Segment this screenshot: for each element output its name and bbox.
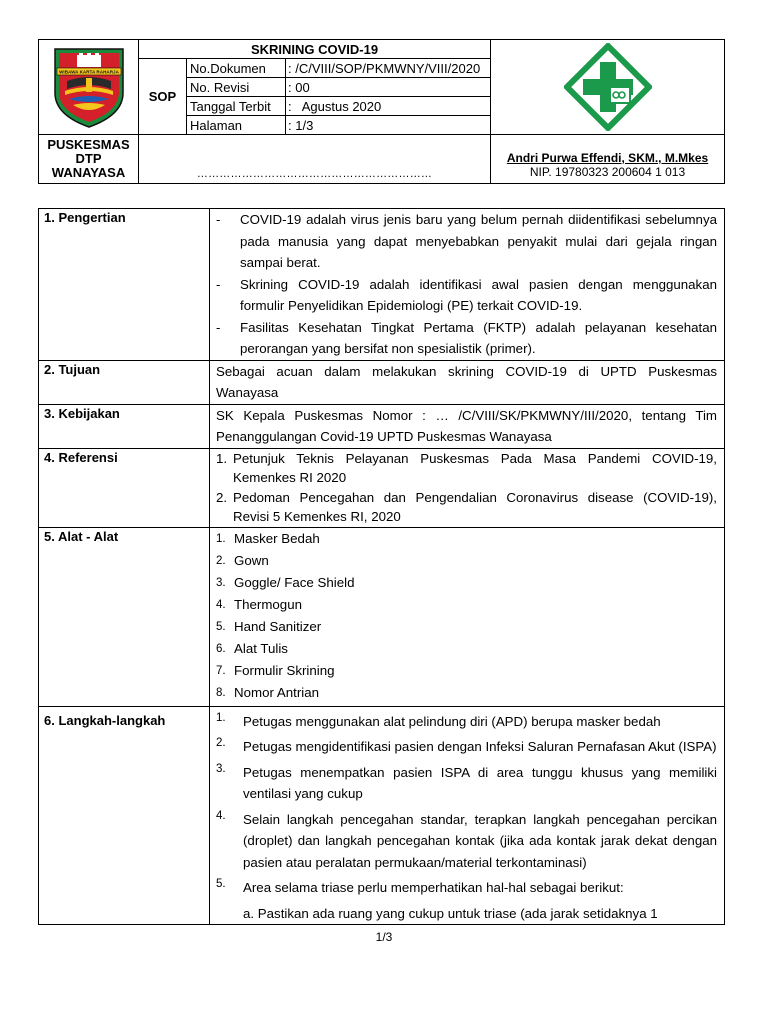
- equipment-text: Masker Bedah: [234, 530, 320, 546]
- signer-nip: NIP. 19780323 200604 1 013: [529, 165, 686, 179]
- section-row-kebijakan: [39, 404, 725, 448]
- page-number: 1/3: [375, 930, 393, 944]
- section-content-alat: [210, 527, 725, 706]
- list-item: 4. Thermogun: [216, 594, 717, 616]
- meta-key-document-number: No.Dokumen: [187, 59, 286, 78]
- list-item: 2. Pedoman Pencegahan dan Pengendalian Coronavirus disease (COVID-19), Revisi 5 Kemenkes RI, 2020: [216, 488, 717, 527]
- step-text: Petugas mengidentifikasi pasien dengan Infeksi Saluran Pernafasan Akut (ISPA): [243, 739, 717, 754]
- signer-cell: [491, 135, 725, 184]
- section-label-alat: 5. Alat - Alat: [39, 527, 210, 706]
- list-item: 2. Petugas mengidentifikasi pasien dengan Infeksi Saluran Pernafasan Akut (ISPA): [216, 736, 717, 758]
- reference-text: Petunjuk Teknis Pelayanan Puskesmas Pada Masa Pandemi COVID-19, Kemenkes RI 2020: [233, 450, 717, 485]
- definition-text: Fasilitas Kesehatan Tingkat Pertama (FKTP) adalah pelayanan kesehatan perorangan yang bersifat non spesialistik (primer).: [240, 319, 717, 356]
- step-text: Petugas menempatkan pasien ISPA di area tunggu khusus yang memiliki ventilasi yang cukup: [243, 764, 717, 801]
- meta-value-revision: : 00: [286, 78, 491, 97]
- puskesmas-logo-cell: [491, 40, 725, 135]
- sop-content-table: [38, 208, 725, 925]
- meta-value-page: : 1/3: [286, 116, 491, 135]
- meta-key-revision: No. Revisi: [187, 78, 286, 97]
- list-item: 1. Petugas menggunakan alat pelindung diri (APD) berupa masker bedah: [216, 711, 717, 733]
- section-row-referensi: [39, 448, 725, 527]
- list-item: 2. Gown: [216, 550, 717, 572]
- section-row-pengertian: [39, 209, 725, 361]
- reference-text: Pedoman Pencegahan dan Pengendalian Coronavirus disease (COVID-19), Revisi 5 Kemenkes RI, 2020: [233, 489, 717, 524]
- regency-logo-cell: [39, 40, 139, 135]
- org-line-3: WANAYASA: [51, 165, 126, 180]
- equipment-text: Alat Tulis: [234, 640, 288, 656]
- step-text: Selain langkah pencegahan standar, terapkan langkah pencegahan percikan (droplet) dan langkah pencegahan kontak (jika ada kontak jarak dekat dengan pasien atau peralatan permukaan/material terkontaminasi): [243, 811, 717, 870]
- list-item: 1. Masker Bedah: [216, 528, 717, 550]
- section-content-tujuan: Sebagai acuan dalam melakukan skrining COVID-19 di UPTD Puskesmas Wanayasa: [210, 360, 725, 404]
- equipment-text: Gown: [234, 552, 269, 568]
- signer-name: Andri Purwa Effendi, SKM., M.Mkes: [506, 151, 709, 165]
- org-line-1: PUSKESMAS: [47, 137, 130, 152]
- list-item: 8. Nomor Antrian: [216, 682, 717, 704]
- section-content-pengertian: [210, 209, 725, 361]
- section-label-tujuan: 2. Tujuan: [39, 360, 210, 404]
- section-label-kebijakan: 3. Kebijakan: [39, 404, 210, 448]
- list-item: 3. Goggle/ Face Shield: [216, 572, 717, 594]
- section-content-kebijakan: SK Kepala Puskesmas Nomor : … /C/VIII/SK/PKMWNY/III/2020, tentang Tim Penanggulangan Covid-19 UPTD Puskesmas Wanayasa: [210, 404, 725, 448]
- header-table: [38, 39, 725, 184]
- puskesmas-cross-logo: [564, 43, 652, 131]
- list-item: 5. Area selama triase perlu memperhatikan hal-hal sebagai berikut:: [216, 877, 717, 899]
- meta-value-issue-date: : Agustus 2020: [286, 97, 491, 116]
- equipment-text: Formulir Skrining: [234, 662, 335, 678]
- step-text: Petugas menggunakan alat pelindung diri (APD) berupa masker bedah: [243, 713, 661, 729]
- section-row-alat: [39, 527, 725, 706]
- step-text: Area selama triase perlu memperhatikan hal-hal sebagai berikut:: [243, 880, 624, 895]
- equipment-text: Hand Sanitizer: [234, 618, 322, 634]
- section-content-referensi: [210, 448, 725, 527]
- list-item: - COVID-19 adalah virus jenis baru yang belum pernah diidentifikasi sebelumnya pada manusia yang dapat menyebabkan penyakit mulai dari gejala ringan sampai berat.: [216, 209, 717, 274]
- meta-key-page: Halaman: [187, 116, 286, 135]
- section-content-langkah: [210, 706, 725, 924]
- sop-label: SOP: [139, 59, 187, 135]
- list-item: - Skrining COVID-19 adalah identifikasi awal pasien dengan menggunakan formulir Penyelidikan Epidemiologi (PE) terkait COVID-19.: [216, 274, 717, 317]
- list-item: 1. Petunjuk Teknis Pelayanan Puskesmas Pada Masa Pandemi COVID-19, Kemenkes RI 2020: [216, 449, 717, 488]
- list-item: 5. Hand Sanitizer: [216, 616, 717, 638]
- logo-banner-text: WIBAWA KARTA RAHARJA: [58, 69, 119, 75]
- equipment-text: Goggle/ Face Shield: [234, 574, 355, 590]
- list-item: 6. Alat Tulis: [216, 638, 717, 660]
- section-label-pengertian: 1. Pengertian: [39, 209, 210, 361]
- definition-text: Skrining COVID-19 adalah identifikasi awal pasien dengan menggunakan formulir Penyelidikan Epidemiologi (PE) terkait COVID-19.: [240, 276, 717, 313]
- org-line-2: DTP: [75, 151, 102, 166]
- organization-name: [39, 135, 139, 184]
- section-label-langkah: 6. Langkah-langkah: [39, 706, 210, 924]
- document-title: SKRINING COVID-19: [139, 40, 491, 59]
- list-item: - Fasilitas Kesehatan Tingkat Pertama (FKTP) adalah pelayanan kesehatan perorangan yang bersifat non spesialistik (primer).: [216, 317, 717, 360]
- signature-line: ………………………………………………………: [196, 168, 433, 180]
- equipment-text: Nomor Antrian: [234, 684, 319, 700]
- list-item: 7. Formulir Skrining: [216, 660, 717, 682]
- definition-text: COVID-19 adalah virus jenis baru yang belum pernah diidentifikasi sebelumnya pada manusia yang dapat menyebabkan penyakit mulai dari gejala ringan sampai berat.: [240, 212, 717, 270]
- list-item: 3. Petugas menempatkan pasien ISPA di area tunggu khusus yang memiliki ventilasi yang cukup: [216, 762, 717, 805]
- section-label-referensi: 4. Referensi: [39, 448, 210, 527]
- section-row-tujuan: [39, 360, 725, 404]
- list-item: 4. Selain langkah pencegahan standar, terapkan langkah pencegahan percikan (droplet) dan langkah pencegahan kontak (jika ada kontak jarak dekat dengan pasien atau peralatan permukaan/material terkontaminasi): [216, 809, 717, 874]
- signature-area: [139, 135, 491, 184]
- regency-emblem-logo: [49, 45, 129, 129]
- equipment-text: Thermogun: [234, 596, 302, 612]
- meta-key-issue-date: Tanggal Terbit: [187, 97, 286, 116]
- meta-value-document-number: : /C/VIII/SOP/PKMWNY/VIII/2020: [286, 59, 491, 78]
- section-row-langkah: [39, 706, 725, 924]
- sub-step-text: a. Pastikan ada ruang yang cukup untuk triase (ada jarak setidaknya 1: [243, 905, 658, 921]
